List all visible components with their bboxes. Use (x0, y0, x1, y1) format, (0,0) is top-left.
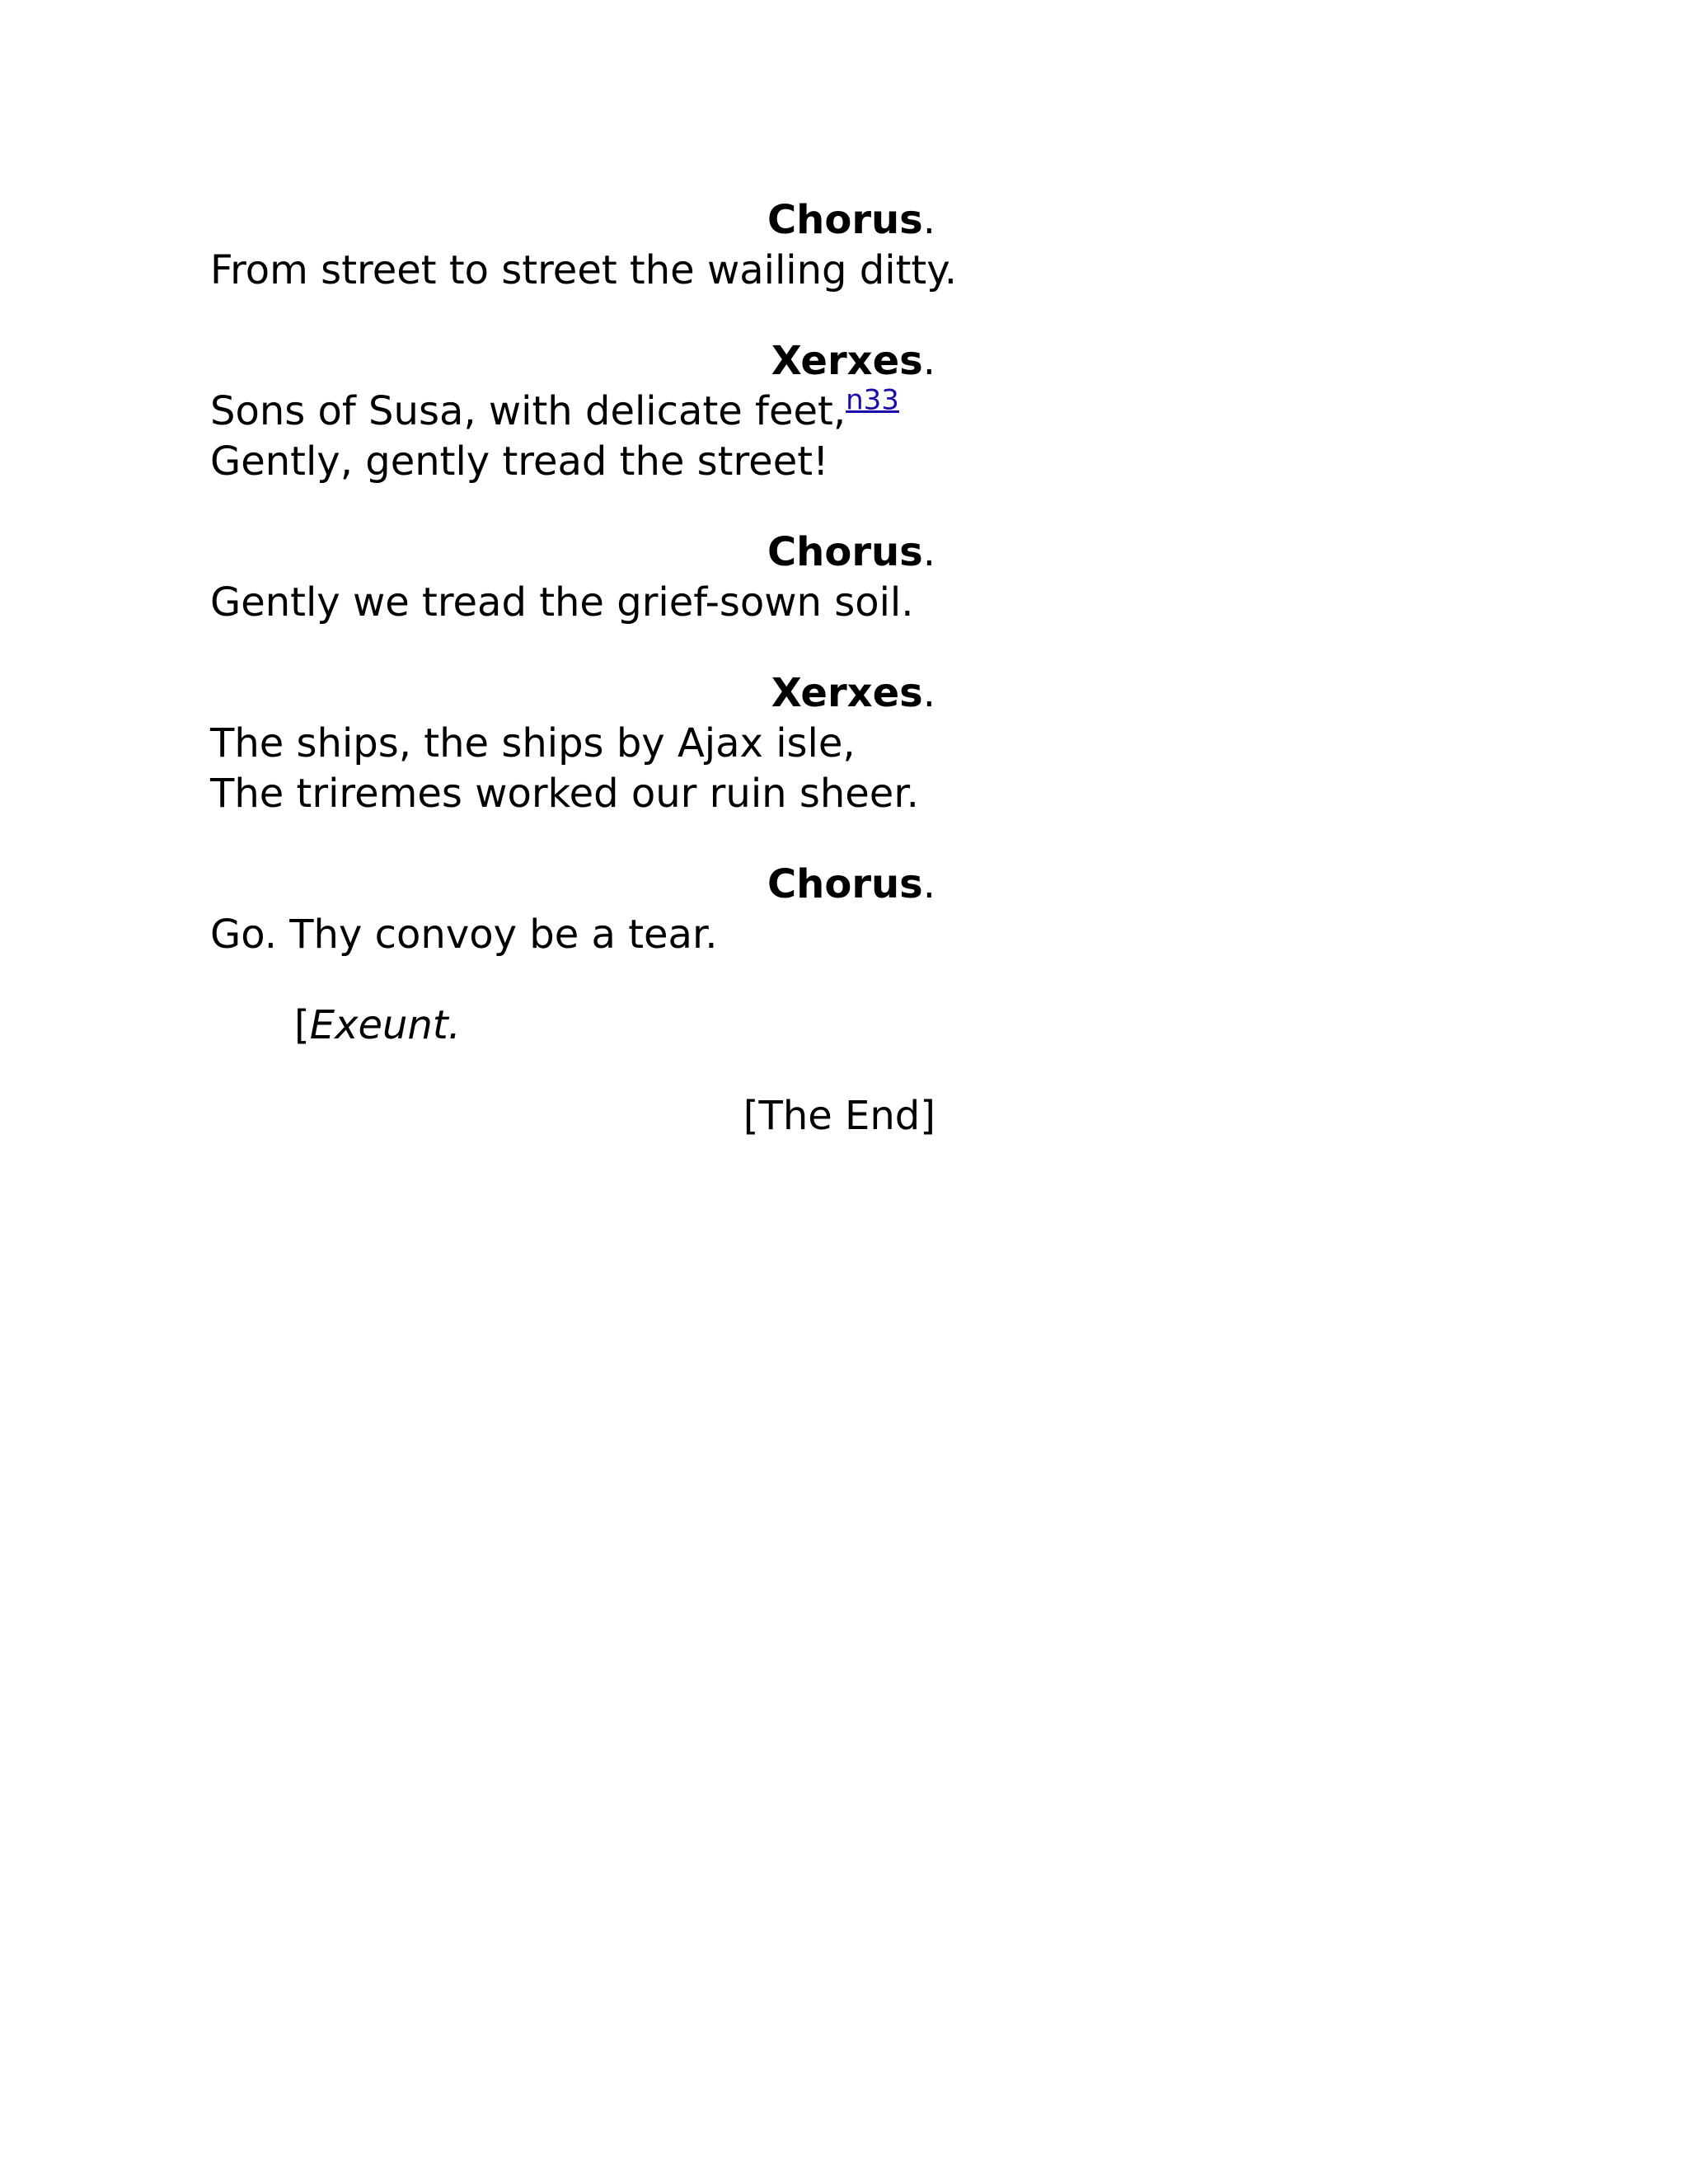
stage-bracket: [ (294, 1002, 310, 1048)
speaker-name: Chorus (767, 197, 923, 243)
stage-direction (210, 1000, 935, 1051)
speaker-name: Chorus (767, 861, 923, 907)
spacer (210, 628, 935, 668)
footnote-link[interactable]: n33 (846, 383, 899, 417)
speaker-name: Xerxes (771, 670, 923, 716)
spacer (210, 487, 935, 527)
speaker-heading (210, 859, 935, 910)
dialogue-block (210, 668, 935, 819)
speaker-punct: . (922, 197, 935, 243)
speaker-heading (210, 668, 935, 719)
speaker-heading (210, 527, 935, 578)
verse-line: From street to street the wailing ditty. (210, 247, 958, 293)
verse-line: The triremes worked our ruin sheer. (210, 771, 919, 817)
spacer (210, 296, 935, 335)
speaker-heading (210, 194, 935, 246)
spacer (210, 1051, 935, 1090)
speaker-punct: . (922, 338, 935, 384)
end-marker: [The End] (743, 1093, 935, 1139)
dialogue-block (210, 527, 935, 628)
speaker-name: Chorus (767, 529, 923, 575)
speaker-punct: . (922, 670, 935, 716)
verse-line: Go. Thy convoy be a tear. (210, 912, 718, 958)
speaker-punct: . (922, 529, 935, 575)
stage-direction-text: Exeunt. (309, 1002, 461, 1048)
verse-line (210, 383, 935, 437)
speaker-name: Xerxes (771, 338, 923, 384)
verse-line-text: Sons of Susa, with delicate feet, (210, 388, 846, 434)
verse-line: Gently, gently tread the street! (210, 438, 829, 485)
verse-line: The ships, the ships by Ajax isle, (210, 720, 856, 766)
play-text (210, 194, 958, 1141)
verse-line: Gently we tread the grief-sown soil. (210, 579, 914, 626)
dialogue-block (210, 194, 958, 296)
dialogue-block (210, 859, 935, 960)
spacer (210, 960, 935, 1000)
speaker-punct: . (922, 861, 935, 907)
speaker-heading (210, 335, 935, 387)
dialogue-block (210, 335, 935, 487)
spacer (210, 819, 935, 859)
